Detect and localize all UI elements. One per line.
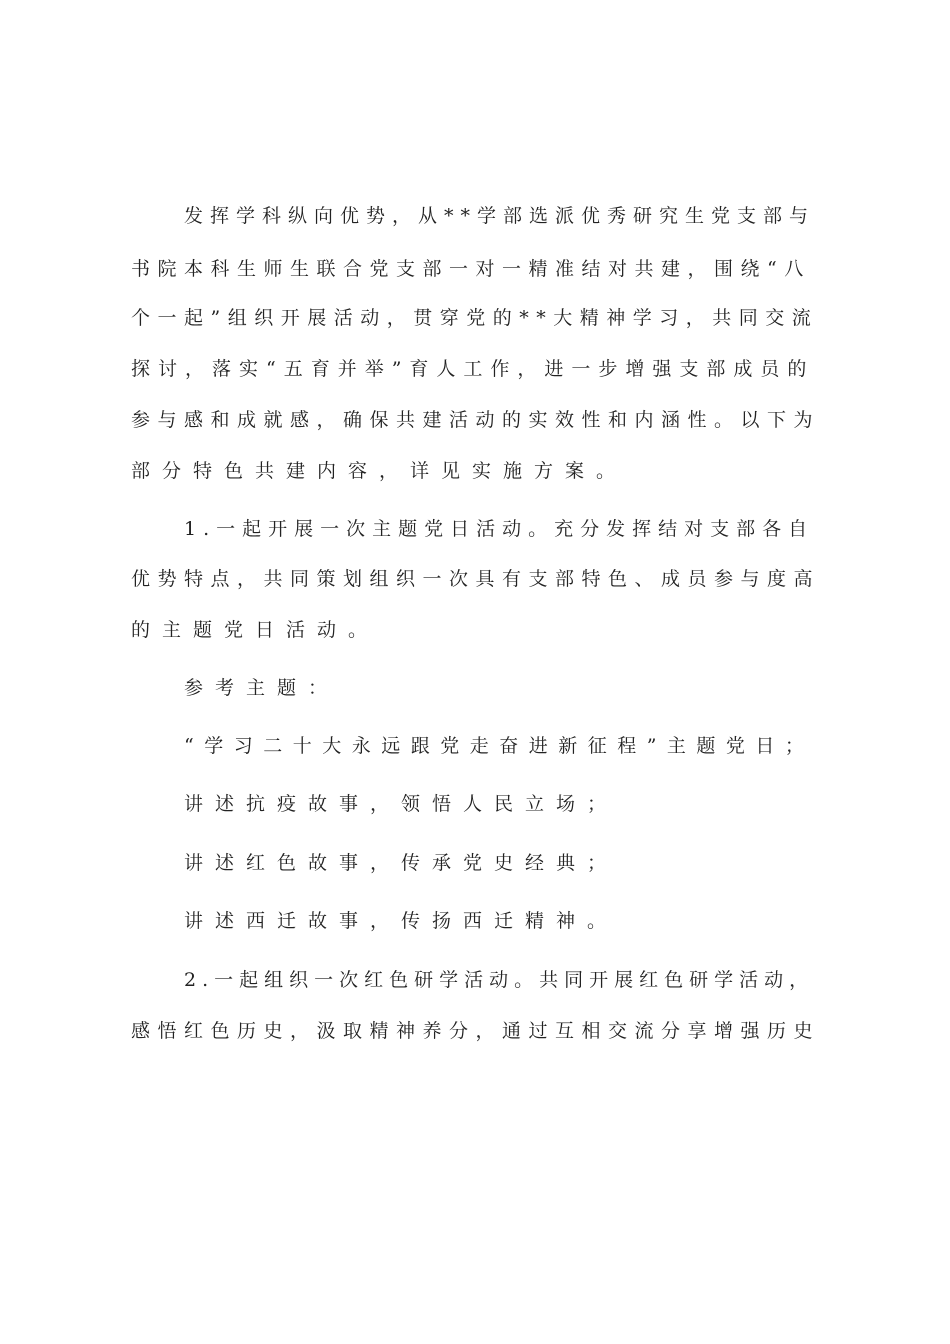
reference-topic-4: 讲述西迁故事，传扬西迁精神。 [184,910,619,932]
paragraph-1-line-3: 个一起”组织开展活动，贯穿党的**大精神学习，共同交流 [131,307,819,329]
reference-topic-1: “学习二十大永远跟党走奋进新征程”主题党日； [184,735,815,757]
paragraph-2-line-3: 的主题党日活动。 [131,619,380,641]
paragraph-1-line-2: 书院本科生师生联合党支部一对一精准结对共建，围绕“八 [131,258,811,280]
paragraph-1-line-4: 探讨，落实“五育并举”育人工作，进一步增强支部成员的 [131,358,815,380]
paragraph-3-line-1: 2.一起组织一次红色研学活动。共同开展红色研学活动， [184,969,815,991]
paragraph-1-line-6: 部分特色共建内容，详见实施方案。 [131,460,628,482]
reference-topics-heading: 参考主题： [184,677,340,699]
paragraph-2-line-1: 1.一起开展一次主题党日活动。充分发挥结对支部各自 [184,518,815,540]
reference-topic-3: 讲述红色故事，传承党史经典； [184,852,619,874]
paragraph-1-line-5: 参与感和成就感，确保共建活动的实效性和内涵性。以下为 [131,409,821,431]
paragraph-2-line-2: 优势特点，共同策划组织一次具有支部特色、成员参与度高 [131,568,821,590]
paragraph-1-line-1: 发挥学科纵向优势，从**学部选派优秀研究生党支部与 [184,205,816,227]
reference-topic-2: 讲述抗疫故事，领悟人民立场； [184,793,619,815]
paragraph-3-line-2: 感悟红色历史，汲取精神养分，通过互相交流分享增强历史 [131,1020,821,1042]
